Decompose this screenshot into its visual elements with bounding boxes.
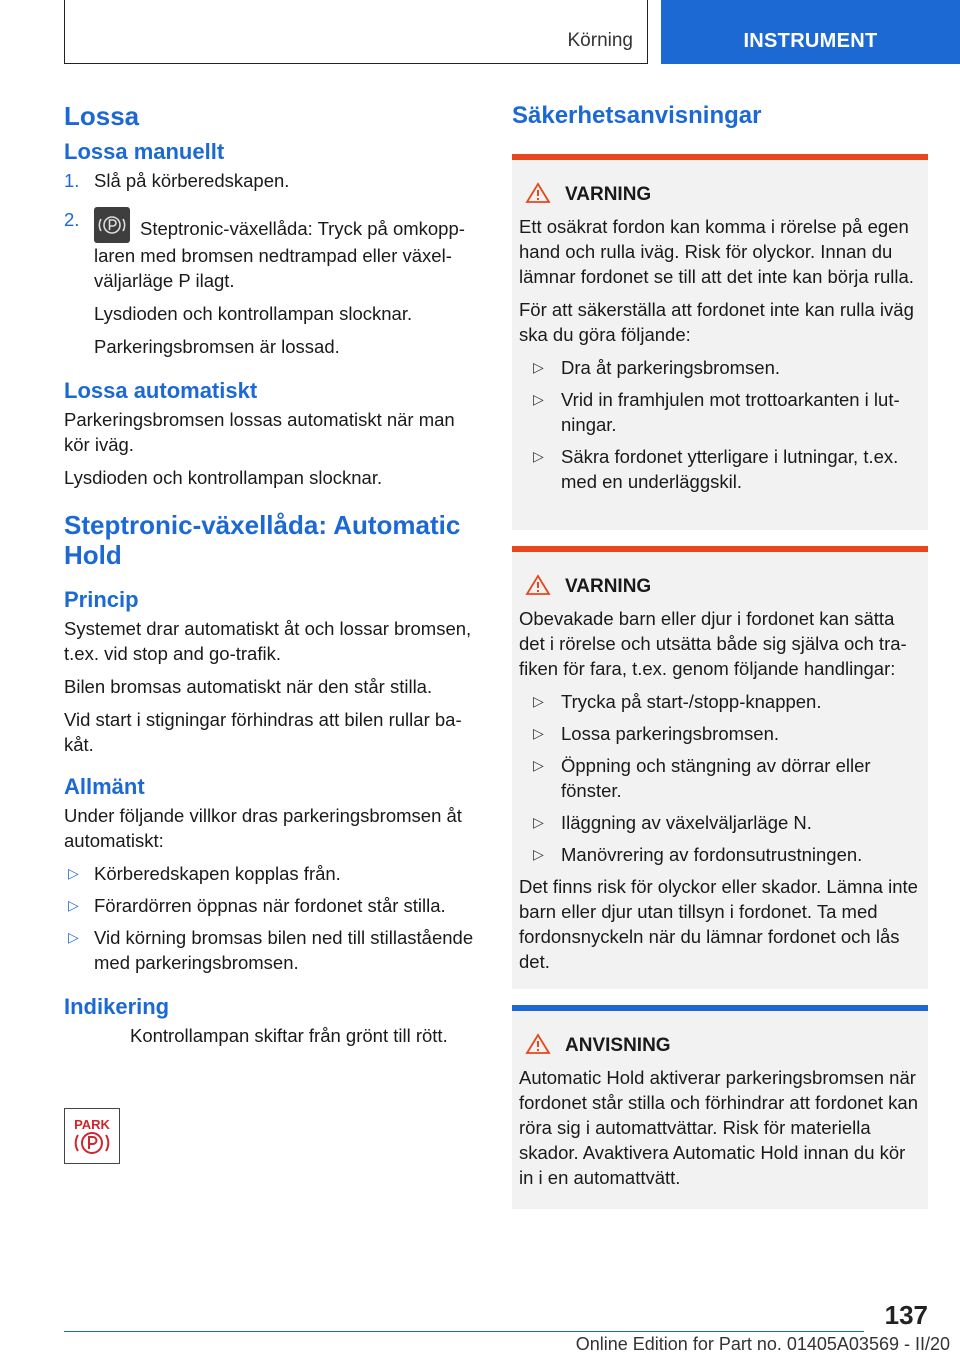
princip-paragraph-3: Vid start i stigningar förhindras att bilen rullar bakåt. (64, 709, 462, 755)
warning-paragraph: Obevakade barn eller djur i fordonet kan sätta det i rörelse och utsätta både sig själva och trafiken för fara, t.ex. genom följande handlingar: (519, 608, 907, 679)
auto-paragraph-1: Parkeringsbromsen lossas automatiskt när man kör iväg. (64, 409, 455, 455)
warning-triangle-icon (525, 574, 551, 596)
warning-title (519, 182, 921, 208)
step-2 (64, 207, 479, 293)
header-section-label: Körning (567, 30, 633, 51)
step-text: Slå på körberedskapen. (94, 170, 290, 191)
princip-paragraph-2: Bilen bromsas automatiskt när den står stilla. (64, 676, 433, 697)
footer-divider (64, 1331, 864, 1332)
warning-title-text: VARNING (565, 184, 652, 205)
list-item-text: Körberedskapen kopplas från. (94, 863, 341, 884)
list-item (64, 893, 479, 918)
step-2-result-b: Parkeringsbromsen är lossad. (94, 336, 340, 357)
list-item-text: Iläggning av växelväljarläge N. (561, 812, 812, 833)
heading-lossa: Lossa (64, 101, 140, 131)
parking-brake-button-icon (94, 207, 130, 243)
princip-paragraph-1: Systemet drar automatiskt åt och lossar bromsen, t.ex. vid stop and go-trafik. (64, 618, 472, 664)
list-item (519, 753, 921, 803)
indikering-paragraph: Kontrollampan skiftar från grönt till rött. (130, 1025, 448, 1046)
heading-sakerhetsanvisningar: Säkerhetsanvisningar (512, 102, 762, 129)
bullet-triangle-icon: ▷ (68, 897, 79, 913)
warning-paragraph: För att säkerställa att fordonet inte kan rulla iväg ska du göra följande: (519, 299, 914, 345)
step-1 (64, 168, 479, 193)
heading-lossa-automatiskt: Lossa automatiskt (64, 378, 258, 403)
park-label: PARK (74, 1117, 110, 1132)
list-item-text: Säkra fordonet ytterligare i lutningar, t.ex. med en underläggskil. (561, 446, 899, 492)
list-item-text: Förardörren öppnas när fordonet står stilla. (94, 895, 446, 916)
list-item (519, 387, 921, 437)
list-item (519, 355, 921, 380)
bullet-triangle-icon: ▷ (533, 846, 544, 862)
notice-paragraph: Automatic Hold aktiverar parkeringsbromsen när fordonet står stilla och förhindrar att fordonet kan röra sig i automattvättar. Risk för materiella skador. Avaktivera Automatic Hold innan du kör in i en automattvätt. (519, 1067, 918, 1188)
notice-box (512, 1005, 928, 1209)
warning-title-text: VARNING (565, 576, 652, 597)
header-chapter[interactable] (661, 0, 960, 64)
list-item-text: Öppning och stängning av dörrar eller fönster. (561, 755, 871, 801)
notice-title-text: ANVISNING (565, 1035, 671, 1056)
list-item-text: Dra åt parkeringsbromsen. (561, 357, 781, 378)
bullet-triangle-icon: ▷ (533, 814, 544, 830)
list-item-text: Manövrering av fordonsutrustningen. (561, 844, 863, 865)
header-chapter-label: INSTRUMENT (743, 30, 878, 52)
step-text: Steptronic-växellåda: Tryck på omkopplaren med bromsen nedtrampad eller växelväljarläge P ilagt. (94, 218, 465, 291)
list-item (519, 444, 921, 494)
heading-automatic-hold: Steptronic-växellåda: Automatic Hold (64, 510, 461, 570)
bullet-triangle-icon: ▷ (533, 693, 544, 709)
list-item-text: Vid körning bromsas bilen ned till stillastående med parkeringsbromsen. (94, 927, 474, 973)
heading-lossa-manuellt: Lossa manuellt (64, 139, 225, 164)
warning-title (519, 574, 921, 600)
auto-paragraph-2: Lysdioden och kontrollampan slocknar. (64, 467, 383, 488)
warning-paragraph: Ett osäkrat fordon kan komma i rörelse på egen hand och rulla iväg. Risk för olyckor. Innan du lämnar fordonet se till att det inte kan börja rulla. (519, 216, 914, 287)
list-item (519, 689, 921, 714)
warning-paragraph: Det finns risk för olyckor eller skador. Lämna inte barn eller djur utan tillsyn i fordonet. Ta med fordonsnyckeln när du lämnar fordonet och lås det. (519, 876, 918, 972)
page-number: 137 (884, 1300, 928, 1330)
list-item (519, 810, 921, 835)
list-item-text: Trycka på start-/stopp-knappen. (561, 691, 822, 712)
bullet-triangle-icon: ▷ (533, 448, 544, 464)
list-item (64, 861, 479, 886)
warning-box-2 (512, 546, 928, 989)
bullet-triangle-icon: ▷ (533, 725, 544, 741)
right-column (512, 100, 928, 1225)
list-item-text: Vrid in framhjulen mot trottoarkanten i lutningar. (561, 389, 900, 435)
notice-title (519, 1033, 921, 1059)
list-item (64, 925, 479, 975)
step-number: 2. (64, 209, 80, 230)
bullet-triangle-icon: ▷ (533, 757, 544, 773)
list-item (519, 842, 921, 867)
left-column (64, 100, 479, 1056)
footer-edition: Online Edition for Part no. 01405A03569 - II/20 (575, 1334, 950, 1354)
bullet-triangle-icon: ▷ (68, 865, 79, 881)
warning-box-1 (512, 154, 928, 530)
list-item-text: Lossa parkeringsbromsen. (561, 723, 779, 744)
step-number: 1. (64, 170, 80, 191)
heading-indikering: Indikering (64, 994, 170, 1019)
park-indicator-icon (64, 1108, 120, 1164)
heading-allmant: Allmänt (64, 774, 145, 799)
header-section (64, 0, 648, 64)
bullet-triangle-icon: ▷ (68, 929, 79, 945)
heading-princip: Princip (64, 587, 139, 612)
allmant-paragraph: Under följande villkor dras parkeringsbromsen åt automatiskt: (64, 805, 462, 851)
bullet-triangle-icon: ▷ (533, 359, 544, 375)
warning-triangle-icon (525, 182, 551, 204)
list-item (519, 721, 921, 746)
warning-triangle-icon (525, 1033, 551, 1055)
step-2-result-a: Lysdioden och kontrollampan slocknar. (94, 303, 413, 324)
bullet-triangle-icon: ▷ (533, 391, 544, 407)
